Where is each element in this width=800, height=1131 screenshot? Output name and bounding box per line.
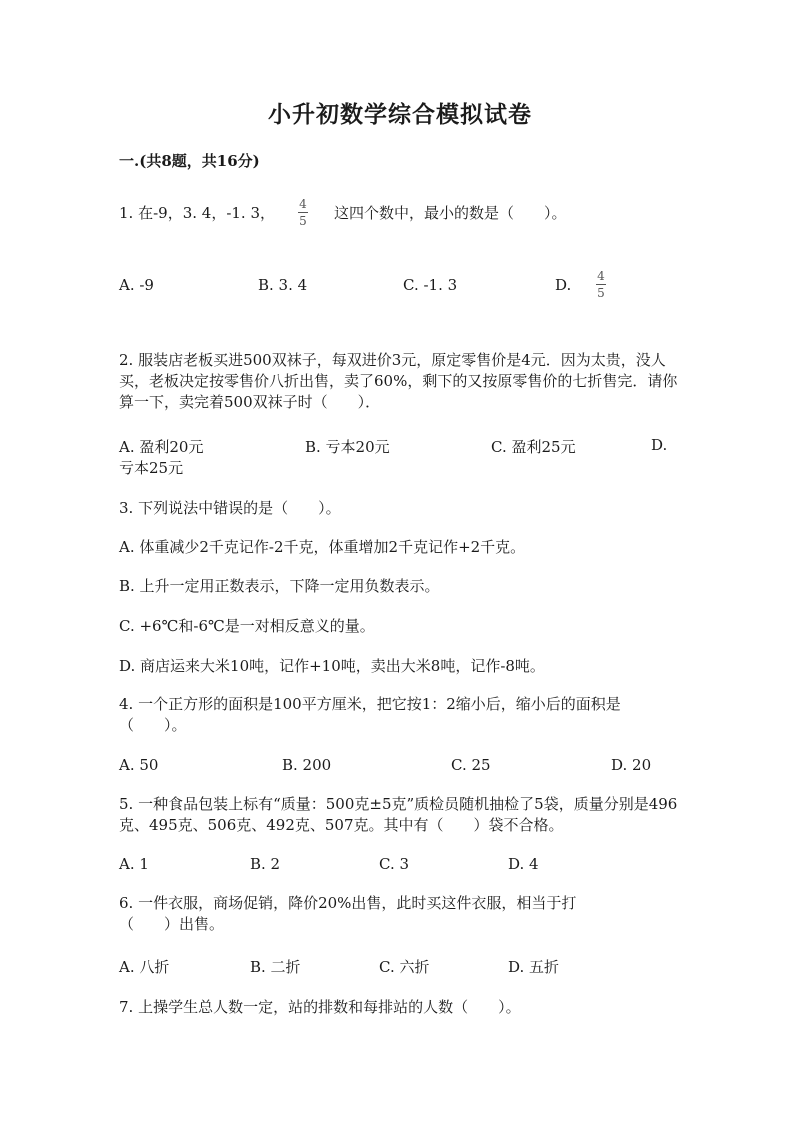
q4-option-b[interactable]: B. 200 bbox=[282, 756, 332, 774]
fraction-denominator: 5 bbox=[299, 214, 307, 228]
question-2-text: 2. 服装店老板买进500双袜子，每双进价3元，原定零售价是4元．因为太贵，没人买，老板决定按零售价八折出售，卖了60%，剩下的又按原零售价的七折售完．请你算一下，卖完着500双袜子时（ ）． bbox=[119, 351, 678, 411]
question-1-text-after: 这四个数中，最小的数是（ ）。 bbox=[334, 204, 567, 222]
q1-option-a[interactable]: A. -9 bbox=[119, 276, 154, 294]
question-5-text: 5. 一种食品包装上标有“质量：500克±5克”质检员随机抽检了5袋，质量分别是496克、495克、506克、492克、507克。其中有（ ）袋不合格。 bbox=[119, 795, 678, 834]
question-6-text: 6. 一件衣服，商场促销，降价20%出售，此时买这件衣服，相当于打（ ）出售。 bbox=[119, 894, 577, 933]
q4-option-d[interactable]: D. 20 bbox=[611, 756, 652, 774]
q1-option-d-fraction bbox=[596, 270, 606, 299]
page-title: 小升初数学综合模拟试卷 bbox=[268, 101, 532, 128]
question-7-text: 7. 上操学生总人数一定，站的排数和每排站的人数（ ）。 bbox=[119, 998, 521, 1016]
question-1-fraction bbox=[298, 198, 308, 227]
q5-option-b[interactable]: B. 2 bbox=[250, 855, 281, 873]
q3-option-a[interactable]: A. 体重减少2千克记作-2千克，体重增加2千克记作+2千克。 bbox=[119, 538, 526, 556]
fraction-numerator: 4 bbox=[299, 197, 307, 211]
q1-option-d[interactable]: D. bbox=[555, 276, 572, 294]
q5-option-a[interactable]: A. 1 bbox=[119, 855, 149, 873]
question-1-text: 1. 在-9，3. 4，-1. 3， bbox=[119, 204, 276, 222]
q3-option-d[interactable]: D. 商店运来大米10吨，记作+10吨，卖出大米8吨，记作-8吨。 bbox=[119, 657, 545, 675]
fraction-denominator: 5 bbox=[597, 286, 605, 300]
q2-option-d-continued: 亏本25元 bbox=[119, 459, 184, 477]
q2-option-a[interactable]: A. 盈利20元 bbox=[119, 438, 204, 456]
q6-option-a[interactable]: A. 八折 bbox=[119, 958, 170, 976]
q3-option-c[interactable]: C. +6℃和-6℃是一对相反意义的量。 bbox=[119, 617, 375, 635]
q1-option-b[interactable]: B. 3. 4 bbox=[258, 276, 308, 294]
fraction-numerator: 4 bbox=[597, 269, 605, 283]
fraction-bar bbox=[298, 212, 308, 213]
q4-option-a[interactable]: A. 50 bbox=[119, 756, 159, 774]
q2-option-d[interactable]: D. bbox=[651, 436, 668, 454]
section-heading: 一.(共8题，共16分) bbox=[119, 152, 260, 170]
q6-option-d[interactable]: D. 五折 bbox=[508, 958, 560, 976]
q5-option-c[interactable]: C. 3 bbox=[379, 855, 410, 873]
q6-option-c[interactable]: C. 六折 bbox=[379, 958, 430, 976]
q6-option-b[interactable]: B. 二折 bbox=[250, 958, 301, 976]
q2-option-b[interactable]: B. 亏本20元 bbox=[305, 438, 390, 456]
q3-option-b[interactable]: B. 上升一定用正数表示，下降一定用负数表示。 bbox=[119, 577, 440, 595]
q4-option-c[interactable]: C. 25 bbox=[451, 756, 491, 774]
question-3-text: 3. 下列说法中错误的是（ ）。 bbox=[119, 499, 341, 517]
q2-option-c[interactable]: C. 盈利25元 bbox=[491, 438, 576, 456]
q5-option-d[interactable]: D. 4 bbox=[508, 855, 539, 873]
fraction-bar bbox=[596, 284, 606, 285]
question-4-text: 4. 一个正方形的面积是100平方厘米，把它按1：2缩小后，缩小后的面积是（ ）。 bbox=[119, 695, 621, 734]
q1-option-c[interactable]: C. -1. 3 bbox=[403, 276, 458, 294]
